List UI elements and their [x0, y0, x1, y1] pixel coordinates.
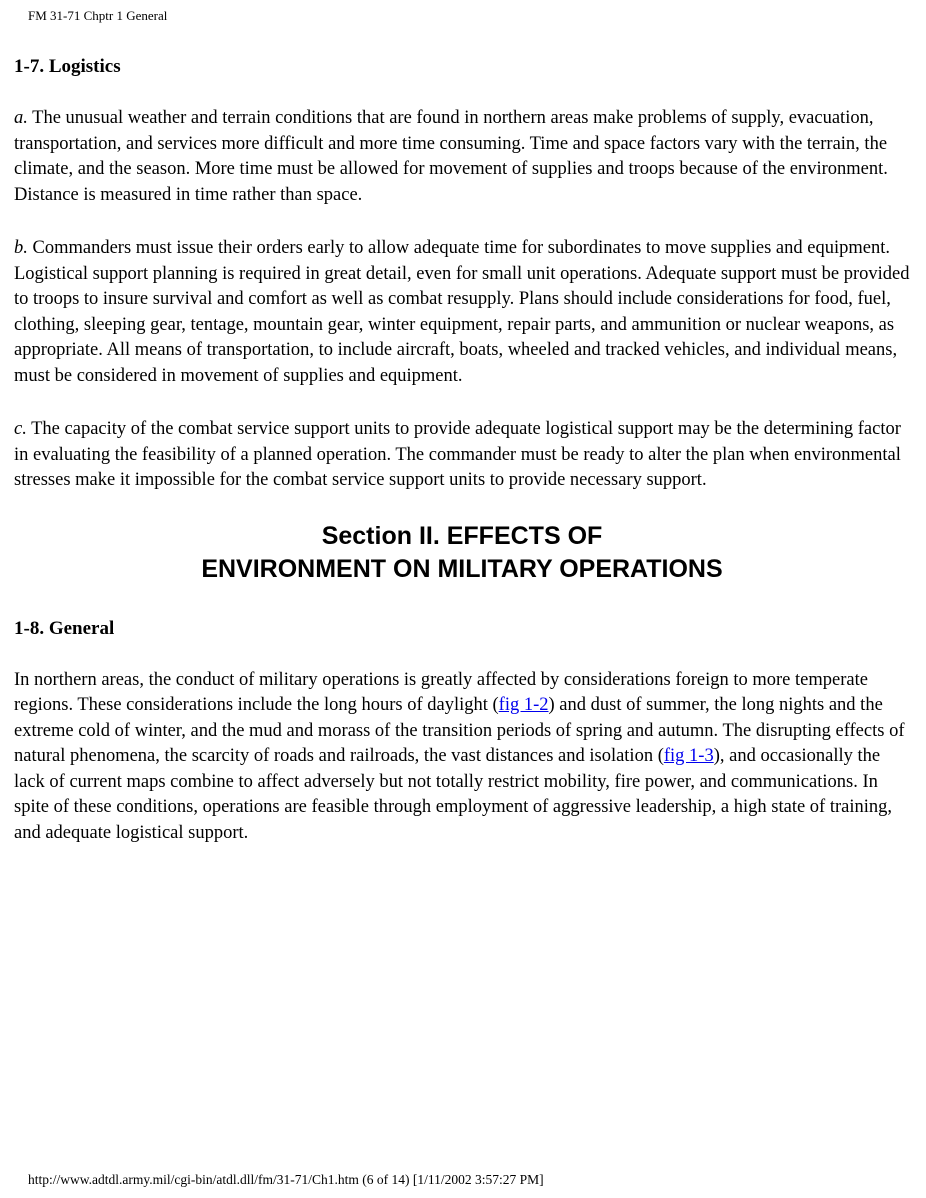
- paragraph-1-7-b: [14, 236, 910, 389]
- paragraph-1-7-c-label: c.: [14, 419, 27, 439]
- paragraph-1-8: [14, 668, 910, 847]
- document-footer-url: http://www.adtdl.army.mil/cgi-bin/atdl.dll/fm/31-71/Ch1.htm (6 of 14) [1/11/2002 3:57:27 PM]: [28, 1172, 544, 1187]
- fig-1-2-link[interactable]: fig 1-2: [498, 695, 549, 715]
- paragraph-1-7-b-label: b.: [14, 238, 28, 258]
- paragraph-1-7-c-text: The capacity of the combat service support units to provide adequate logistical support may be the determining factor in evaluating the feasibility of a planned operation. The commander must be ready to alter the plan when environmental stresses make it impossible for the combat service support units to provide necessary support.: [14, 419, 901, 490]
- section-ii-heading: [14, 520, 910, 586]
- document-title-header: FM 31-71 Chptr 1 General: [28, 8, 168, 23]
- heading-1-7-logistics: 1-7. Logistics: [14, 56, 121, 77]
- paragraph-1-8-text-3: ), and occasionally the lack of current maps combine to affect adversely but not totally restrict mobility, fire power, and communications. In spite of these conditions, operations are feasible through employment of aggressive leadership, a high state of training, and adequate logistical support.: [14, 746, 892, 843]
- paragraph-1-7-a: [14, 106, 910, 208]
- paragraph-1-7-c: [14, 417, 910, 494]
- section-ii-heading-line1: Section II. EFFECTS OF: [321, 521, 603, 550]
- paragraph-1-7-a-text: The unusual weather and terrain conditions that are found in northern areas make problems of supply, evacuation, transportation, and services more difficult and more time consuming. Time and space factors vary with the terrain, the climate, and the season. More time must be allowed for movement of supplies and troops because of the environment. Distance is measured in time rather than space.: [14, 108, 888, 205]
- section-ii-heading-line2: ENVIRONMENT ON MILITARY OPERATIONS: [201, 554, 723, 583]
- paragraph-1-7-b-text: Commanders must issue their orders early to allow adequate time for subordinates to move supplies and equipment. Logistical support planning is required in great detail, even for small unit operations. Adequate support must be provided to troops to insure survival and comfort as well as combat resupply. Plans should include considerations for food, fuel, clothing, sleeping gear, tentage, mountain gear, winter equipment, repair parts, and ammunition or nuclear weapons, as appropriate. All means of transportation, to include aircraft, boats, wheeled and tracked vehicles, and individual means, must be considered in movement of supplies and equipment.: [14, 238, 910, 386]
- paragraph-1-7-a-label: a.: [14, 108, 28, 128]
- paragraph-1-8-text-2: ) and dust of summer, the long nights and the extreme cold of winter, and the mud and morass of the transition periods of spring and autumn. The disrupting effects of natural phenomena, the scarcity of roads and railroads, the vast distances and isolation (: [14, 695, 905, 766]
- paragraph-1-8-text-1: In northern areas, the conduct of military operations is greatly affected by considerations foreign to more temperate regions. These considerations include the long hours of daylight (: [14, 669, 868, 715]
- heading-1-8-general: 1-8. General: [14, 617, 115, 639]
- fig-1-3-link[interactable]: fig 1-3: [663, 746, 714, 766]
